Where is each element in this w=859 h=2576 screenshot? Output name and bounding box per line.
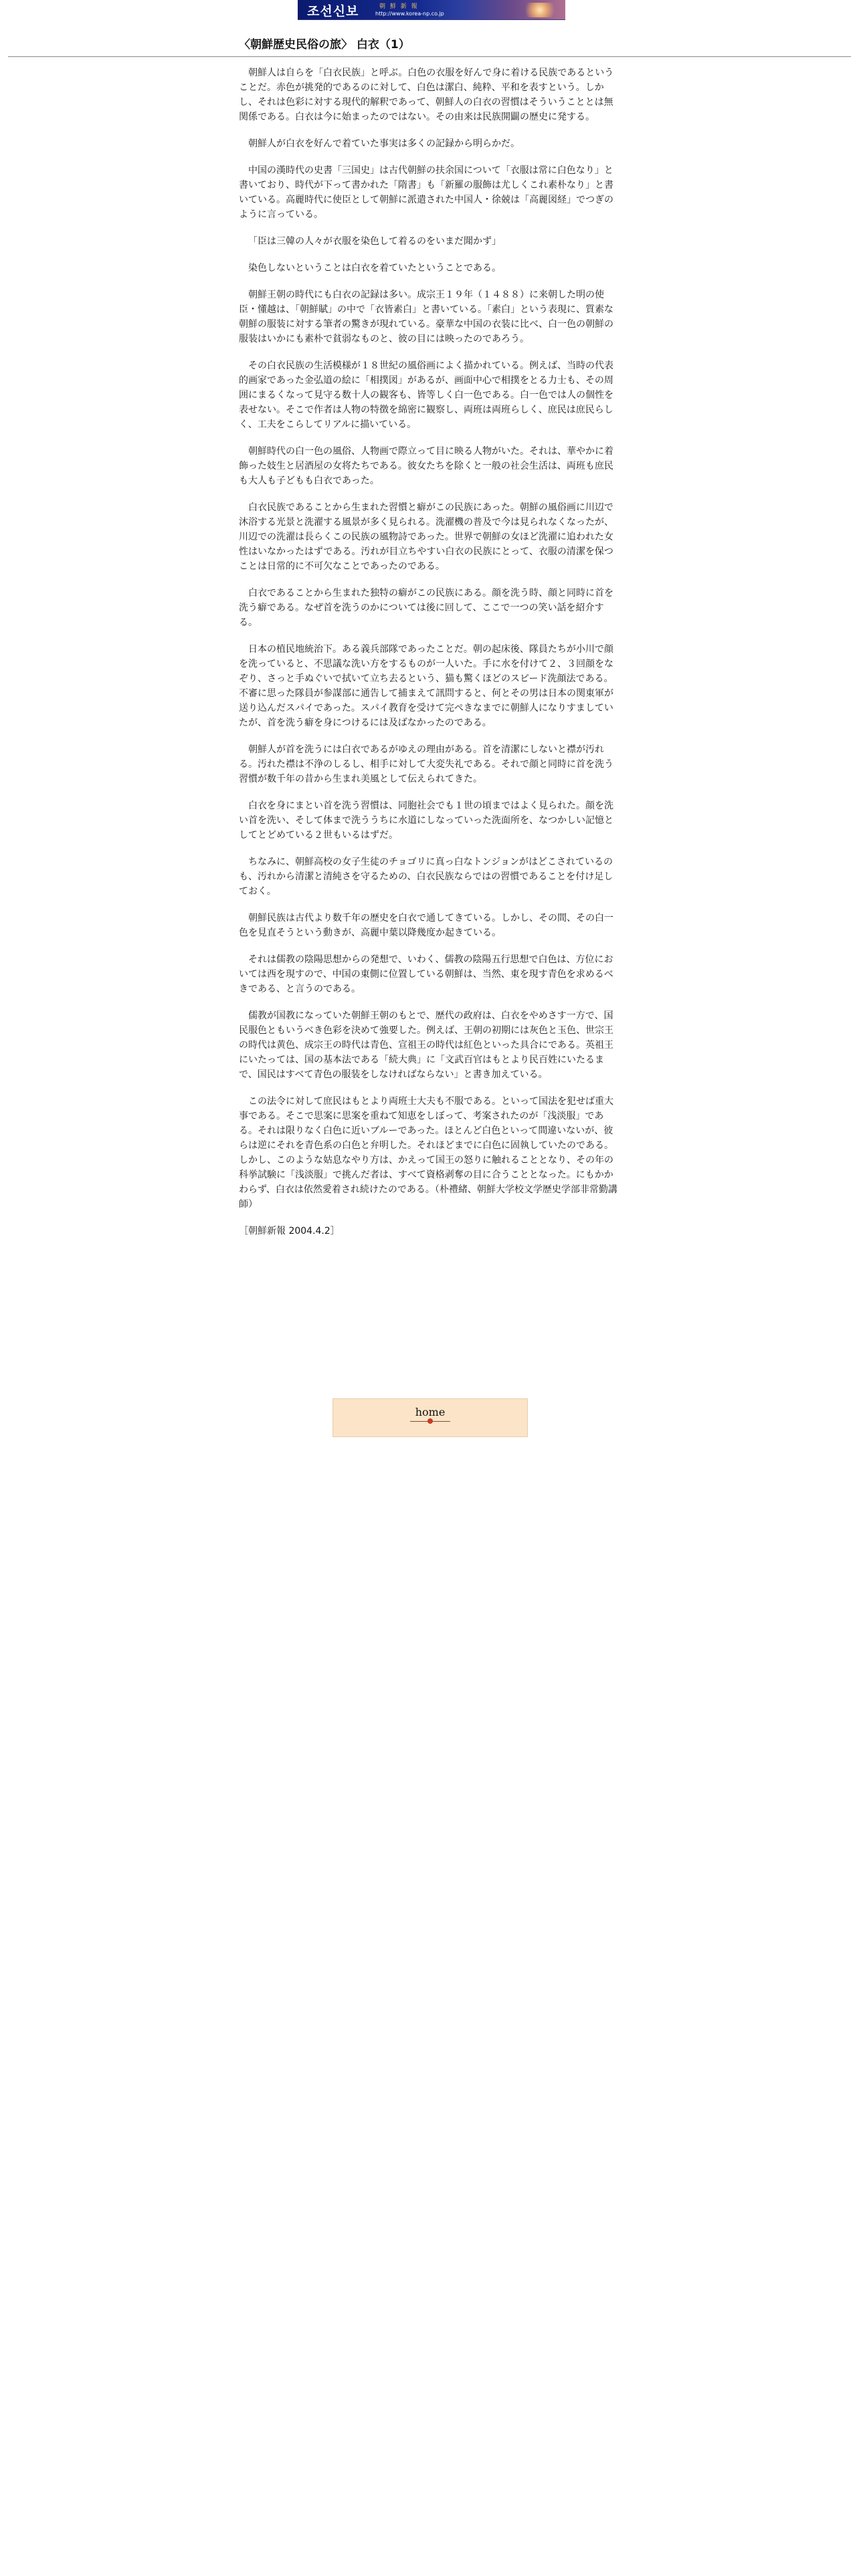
article-paragraph: 朝鮮人が首を洗うには白衣であるがゆえの理由がある。首を清潔にしないと襟が汚れる。汚れた襟は不浄のしるし、相手に対して大変失礼である。それで顔と同時に首を洗う習慣が数千年の昔から生まれ美風として伝えられてきた。 <box>239 744 613 784</box>
home-label: home <box>415 1406 446 1418</box>
home-button[interactable] <box>332 1398 528 1437</box>
article-paragraph: 白衣であることから生まれた独特の癖がこの民族にある。顔を洗う時、顔と同時に首を洗う癖である。なぜ首を洗うのかについては後に回して、ここで一つの笑い話を紹介する。 <box>239 588 613 628</box>
article-paragraph: 染色しないということは白衣を着ていたということである。 <box>248 263 501 274</box>
divider <box>8 56 851 58</box>
article-paragraph: 中国の漢時代の史書「三国史」は古代朝鮮の扶余国について「衣服は常に白色なり」と書いており、時代が下って書かれた「隋書」も「新羅の服飾は尤しくこれ素朴なり」と書いている。高麗時代に使臣として朝鮮に派遣された中国人・徐兢は「高麗図経」でつぎのように言っている。 <box>239 165 613 220</box>
article-paragraph: 朝鮮王朝の時代にも白衣の記録は多い。成宗王１９年（１４８８）に来朝した明の使臣・懂越は、「朝鮮賦」の中で「衣皆素白」と書いている。「素白」という表現に、質素な朝鮮の服装に対する筆者の驚きが現れている。豪華な中国の衣装に比べ、白一色の朝鮮の服装はいかにも素朴で貧弱なものと、彼の目には映ったのであろう。 <box>239 290 613 344</box>
article-paragraph: 朝鮮人は自らを「白衣民族」と呼ぶ。白色の衣服を好んで身に着ける民族であるということだ。赤色が挑発的であるのに対して、白色は潔白、純粋、平和を表すという。しかし、それは色彩に対する現代的解釈であって、朝鮮人の白衣の習慣はそういうこととは無関係である。白衣は今に始まったのではない。その由来は民族開闢の歴史に発する。 <box>239 68 614 122</box>
article-paragraph: 朝鮮民族は古代より数千年の歴史を白衣で通してきている。しかし、その間、その白一色を見直そうという動きが、高麗中葉以降幾度か起きている。 <box>239 913 613 938</box>
article-body <box>239 66 622 1251</box>
article-paragraph: ちなみに、朝鮮高校の女子生徒のチョゴリに真っ白なトンジョンがはどこされているのも、汚れから清潔と清純さを守るための、白衣民族ならではの習慣であることを付け足しておく。 <box>239 857 613 897</box>
article-paragraph: 「臣は三韓の人々が衣服を染色して着るのをいまだ聞かず」 <box>248 236 501 247</box>
brand-url: http://www.korea-np.co.jp <box>375 11 444 17</box>
article-paragraph: 白衣民族であることから生まれた習慣と癖がこの民族にあった。朝鮮の風俗画に川辺で沐浴する光景と洗濯する風景が多く見られる。洗濯機の普及で今は見られなくなったが、川辺での洗濯は長らくこの民族の風物詩であった。世界で朝鮮の女ほど洗濯に追われた女性はいなかったはずである。汚れが目立ちやすい白衣の民族にとって、衣服の清潔を保つことは日常的に不可欠なことであったのである。 <box>239 502 613 572</box>
article-paragraph: この法令に対して庶民はもとより両班士大夫も不服である。といって国法を犯せば重大事である。そこで思案に思案を重ねて知恵をしぼって、考案されたのが「浅淡服」である。それは限りなく白色に近いブルーであった。ほとんど白色といって間違いないが、彼らは逆にそれを青色系の白色と弁明した。それほどまでに白色に固執していたのである。しかし、このような姑息なやり方は、かえって国王の怒りに触れることとなり、その年の科挙試験に「浅淡服」で挑んだ者は、すべて資格剥奪の目に合うこととなった。にもかかわらず、白衣は依然愛着され続けたのである。（朴禮緒、朝鮮大学校文学歴史学部非常勤講師） <box>239 1096 617 1210</box>
article-source: ［朝鮮新報 2004.4.2］ <box>239 1226 340 1237</box>
article-paragraph: それは儒教の陰陽思想からの発想で、いわく、儒教の陰陽五行思想で白色は、方位においては西を現すので、中国の東側に位置している朝鮮は、当然、東を現す青色を求めるべきである、と言うのである。 <box>239 954 613 994</box>
article-paragraph: 朝鮮人が白衣を好んで着ていた事実は多くの記録から明らかだ。 <box>248 138 520 149</box>
article-paragraph: 日本の植民地統治下。ある義兵部隊であったことだ。朝の起床後、隊員たちが小川で顔を洗っていると、不思議な洗い方をするものが一人いた。手に水を付けて２、３回顔をなぞり、さっと手ぬぐいで拭いて立ち去るという、猫も驚くほどのスピード洗顔法である。不審に思った隊員が参謀部に通告して捕まえて訊問すると、何とその男は日本の関東軍が送り込んだスパイであった。スパイ教育を受けて完ぺきなまでに朝鮮人になりすましていたが、首を洗う癖を身につけるには及ばなかったのである。 <box>239 644 613 728</box>
home-ornament-dot <box>427 1418 433 1424</box>
article-paragraph: 朝鮮時代の白一色の風俗、人物画で際立って目に映る人物がいた。それは、華やかに着飾った妓生と居酒屋の女将たちである。彼女たちを除くと一般の社会生活は、両班も庶民も大人も子どもも白衣であった。 <box>239 446 613 486</box>
page-title: 〈朝鮮歴史民俗の旅〉 白衣（1） <box>239 38 410 51</box>
article-paragraph: その白衣民族の生活模様が１８世紀の風俗画によく描かれている。例えば、当時の代表的画家であった金弘道の絵に「相撲図」があるが、画面中心で相撲をとる力士も、その周囲にまるくなって見守る数十人の観客も、皆等しく白一色である。白一色では人の個性を表せない。そこで作者は人物の特徴を綿密に観察し、両班は両班らしく、庶民は庶民らしく、工夫をこらしてリアルに描いている。 <box>239 360 613 430</box>
brand-subtitle: 朝 鮮 新 報 <box>379 3 419 10</box>
brand-name: 조선신보 <box>307 4 359 19</box>
banner-decoration <box>520 3 560 17</box>
site-banner-logo[interactable] <box>298 0 565 20</box>
article-paragraph: 儒教が国教になっていた朝鮮王朝のもとで、歴代の政府は、白衣をやめさす一方で、国民服色ともいうべき色彩を決めて強要した。例えば、王朝の初期には灰色と玉色、世宗王の時代は黄色、成宗王の時代は青色、宣祖王の時代は紅色といった具合にである。英祖王にいたっては、国の基本法である「続大典」に「文武百官はもとより民百姓にいたるまで、国民はすべて青色の服装をしなければならない」と書き加えている。 <box>239 1010 613 1080</box>
article-paragraph: 白衣を身にまとい首を洗う習慣は、同胞社会でも１世の頃まではよく見られた。顔を洗い首を洗い、そして体まで洗ううちに水道にしなっていった洗面所を、なつかしい記憶としてとどめている２世もいるはずだ。 <box>239 800 613 841</box>
